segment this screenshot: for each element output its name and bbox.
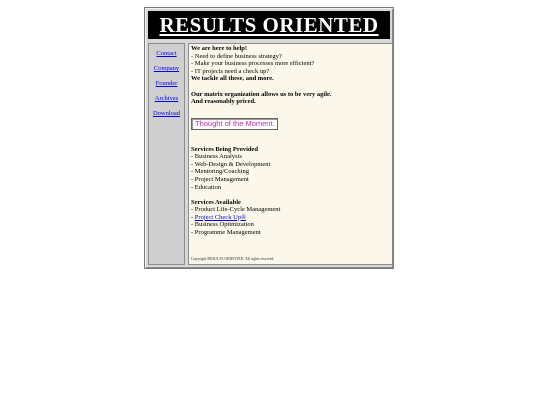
help-item: - Need to define business strategy? (191, 52, 282, 60)
main-content (188, 43, 393, 265)
service-item: - Mentoring/Coaching (191, 168, 249, 176)
service-available-item: - Programme Management (191, 229, 261, 237)
sidebar-item-company[interactable]: Company (153, 65, 180, 72)
service-available-item: - Business Optimization (191, 221, 254, 229)
services-provided-heading: Services Being Provided (191, 145, 259, 153)
sidebar-item-download[interactable]: Download (152, 110, 181, 117)
service-item: - Project Management (191, 175, 249, 183)
page-frame (144, 7, 394, 269)
help-item: - Make your business processes more efficient? (191, 60, 315, 68)
agile-text: Our matrix organization allows us to be very agile. (191, 90, 332, 98)
sidebar-nav (148, 43, 185, 265)
project-check-up-link[interactable]: Project Check Up® (194, 213, 246, 221)
thought-of-moment-button[interactable]: Thought of the Moment. (191, 118, 278, 130)
sidebar-item-archives[interactable]: Archives (154, 95, 179, 102)
bullet-prefix: - (191, 213, 195, 221)
service-available-item (191, 214, 390, 222)
sidebar-item-founder[interactable]: Founder (155, 80, 178, 87)
services-available-heading: Services Available (191, 198, 241, 206)
priced-text: And reasonably priced. (191, 98, 256, 106)
copyright-text: Copyright RESULTS ORIENTED. All rights reserved. (191, 257, 275, 261)
header-banner (148, 11, 390, 39)
service-available-item: - Product Life-Cycle Management (191, 206, 281, 214)
sidebar-item-contact[interactable]: Contact (156, 50, 177, 57)
site-title: RESULTS ORIENTED (159, 12, 379, 37)
service-item: - Business Analysis (191, 153, 242, 161)
help-item: - IT projects need a check up? (191, 67, 270, 75)
service-item: - Education (191, 183, 222, 191)
service-item: - Web-Design & Development (191, 160, 271, 168)
help-heading: We are here to help! (191, 45, 248, 52)
tackle-text: We tackle all these, and more. (191, 75, 274, 83)
